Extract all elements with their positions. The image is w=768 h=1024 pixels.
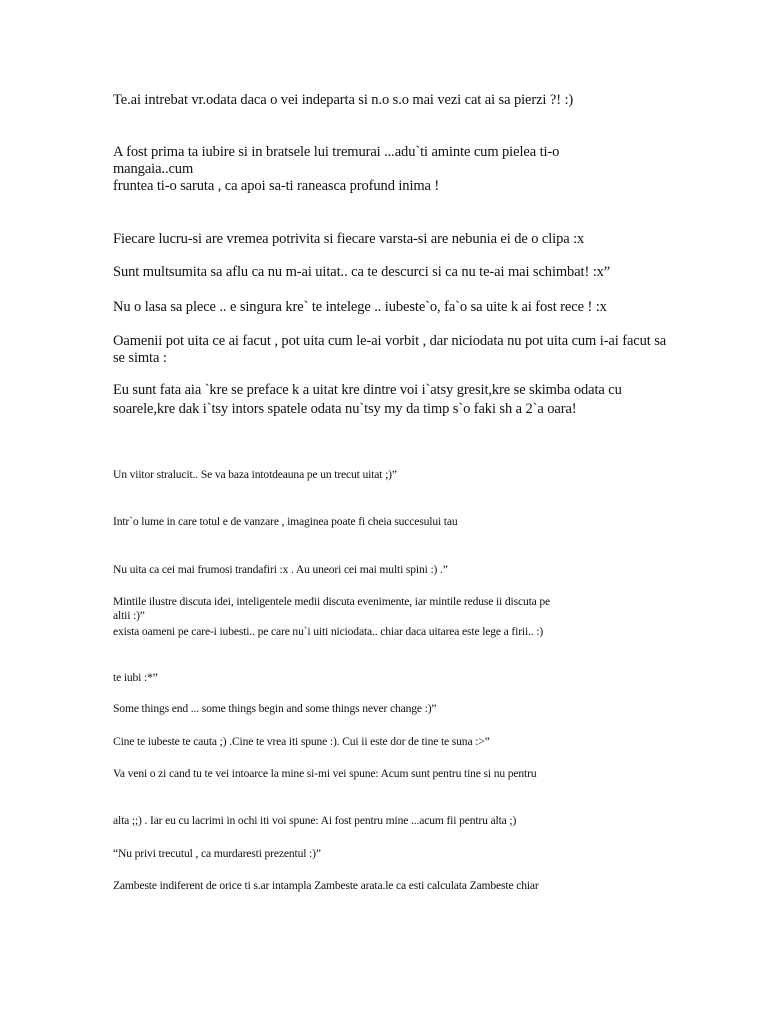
text-line: Eu sunt fata aia `kre se preface k a uitat kre dintre voi i`atsy gresit,kre se skimba odata cu bbox=[113, 382, 622, 398]
text-line: fruntea ti-o saruta , ca apoi sa-ti raneasca profund inima ! bbox=[113, 178, 440, 194]
text-line: “Nu privi trecutul , ca murdaresti prezentul :)” bbox=[113, 847, 321, 860]
text-line: te iubi :*” bbox=[113, 671, 158, 684]
text-line: Fiecare lucru-si are vremea potrivita si fiecare varsta-si are nebunia ei de o clipa :x bbox=[113, 231, 585, 247]
text-line: Cine te iubeste te cauta ;) .Cine te vrea iti spune :). Cui ii este dor de tine te suna :>” bbox=[113, 735, 490, 748]
text-line: Sunt multsumita sa aflu ca nu m-ai uitat.. ca te descurci si ca nu te-ai mai schimbat! :x” bbox=[113, 264, 611, 280]
text-line: Va veni o zi cand tu te vei intoarce la mine si-mi vei spune: Acum sunt pentru tine si nu pentru bbox=[113, 767, 537, 780]
text-line: Zambeste indiferent de orice ti s.ar intampla Zambeste arata.le ca esti calculata Zambeste chiar bbox=[113, 879, 539, 892]
text-line: Some things end ... some things begin and some things never change :)” bbox=[113, 702, 437, 715]
text-line: Nu o lasa sa plece .. e singura kre` te intelege .. iubeste`o, fa`o sa uite k ai fost rece ! :x bbox=[113, 299, 607, 315]
text-line: Un viitor stralucit.. Se va baza intotdeauna pe un trecut uitat ;)” bbox=[113, 468, 397, 481]
text-line: soarele,kre dak i`tsy intors spatele odata nu`tsy my da timp s`o faki sh a 2`a oara! bbox=[113, 401, 577, 417]
text-line: exista oameni pe care-i iubesti.. pe care nu`i uiti niciodata.. chiar daca uitarea este lege a firii.. :) bbox=[113, 625, 544, 638]
text-line: Oamenii pot uita ce ai facut , pot uita cum le-ai vorbit , dar niciodata nu pot uita cum i-ai facut sa bbox=[113, 333, 667, 349]
text-line: mangaia..cum bbox=[113, 161, 194, 177]
text-line: Mintile ilustre discuta idei, inteligentele medii discuta evenimente, iar mintile reduse ii discuta pe bbox=[113, 595, 551, 608]
text-line: alta ;;) . Iar eu cu lacrimi in ochi iti voi spune: Ai fost pentru mine ...acum fii pentru alta ;) bbox=[113, 814, 517, 827]
text-line: Nu uita ca cei mai frumosi trandafiri :x . Au uneori cei mai multi spini :) .” bbox=[113, 563, 448, 576]
text-line: altii :)” bbox=[113, 609, 145, 622]
text-line: se simta : bbox=[113, 350, 167, 366]
text-line: Te.ai intrebat vr.odata daca o vei indeparta si n.o s.o mai vezi cat ai sa pierzi ?! :) bbox=[113, 92, 574, 108]
text-line: Intr`o lume in care totul e de vanzare , imaginea poate fi cheia succesului tau bbox=[113, 515, 458, 528]
text-line: A fost prima ta iubire si in bratsele lui tremurai ...adu`ti aminte cum pielea ti-o bbox=[113, 144, 560, 160]
